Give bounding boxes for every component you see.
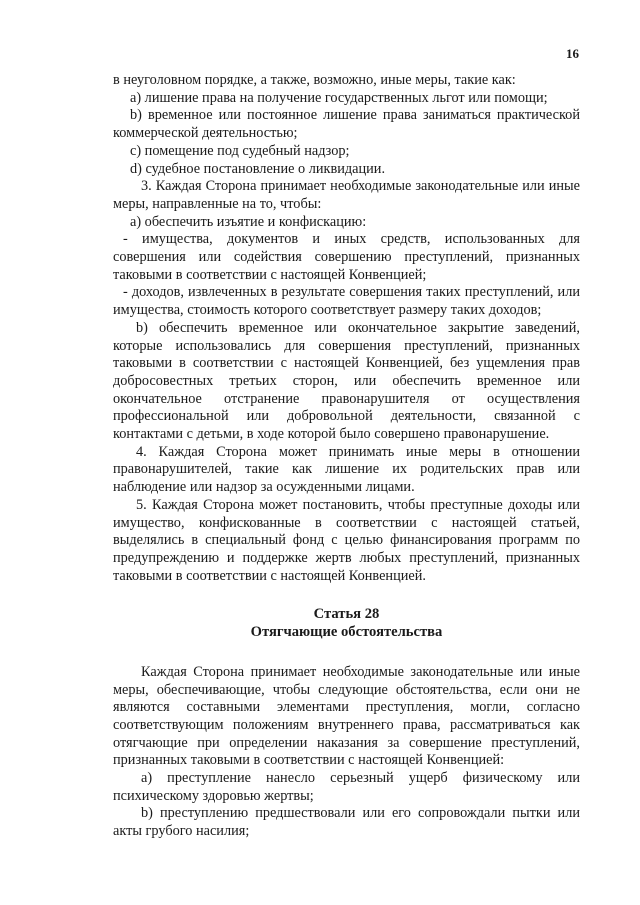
- paragraph: Каждая Сторона принимает необходимые законодательные или иные меры, обеспечивающие, чтобы следующие обстоятельства, если они не являются составными элементами преступления, могли, согласно соответствующим положениям внутреннего права, рассматриваться как отягчающие при определении наказания за совершение преступлений, признанных таковыми в соответствии с настоящей Конвенцией:: [113, 663, 580, 769]
- list-item-c: c) помещение под судебный надзор;: [130, 142, 350, 159]
- list-item-a: a) лишение права на получение государственных льгот или помощи;: [130, 89, 548, 106]
- page-number: 16: [566, 46, 579, 61]
- dash-item: - имущества, документов и иных средств, использованных для совершения или содействия совершению преступлений, признанных таковыми в соответствии с настоящей Конвенцией;: [113, 231, 580, 283]
- paragraph-4: 4. Каждая Сторона может принимать иные меры в отношении правонарушителей, такие как лишение их родительских прав или наблюдение или надзор за осужденными лицами.: [113, 443, 580, 496]
- dash-item: - доходов, извлеченных в результате совершения таких преступлений, или имущества, стоимость которого соответствует размеру таких доходов;: [113, 284, 580, 319]
- list-item-b: b) временное или постоянное лишение права заниматься практической коммерческой деятельностью;: [113, 107, 580, 142]
- document-body: [113, 72, 580, 841]
- list-item-b: b) преступлению предшествовали или его сопровождали пытки или акты грубого насилия;: [113, 805, 580, 840]
- article-title: Отягчающие обстоятельства: [250, 624, 443, 641]
- list-item-a: a) преступление нанесло серьезный ущерб физическому или психическому здоровью жертвы;: [113, 770, 580, 804]
- list-item-a: a) обеспечить изъятие и конфискацию:: [130, 213, 367, 230]
- list-item-b: b) обеспечить временное или окончательное закрытие заведений, которые использовались для совершения преступлений, признанных таковыми в соответствии с настоящей Конвенцией, без ущемления прав добросовестных третьих сторон, или обеспечить временное или окончательное отстранение правонарушителя от осуществления профессиональной или добровольной деятельности, связанной с контактами с детьми, в ходе которой было совершено правонарушение.: [113, 319, 580, 443]
- list-item-d: d) судебное постановление о ликвидации.: [130, 160, 386, 177]
- article-number: Статья 28: [313, 606, 380, 623]
- paragraph-5: 5. Каждая Сторона может постановить, чтобы преступные доходы или имущество, конфискованные в соответствии с настоящей статьей, выделялись в специальный фонд с целью финансирования программ по предупреждению и поддержке жертв любых преступлений, признанных таковыми в соответствии с настоящей Конвенцией.: [113, 496, 580, 584]
- paragraph-3: 3. Каждая Сторона принимает необходимые законодательные или иные меры, направленные на то, чтобы:: [113, 178, 580, 212]
- paragraph: в неуголовном порядке, а также, возможно, иные меры, такие как:: [113, 72, 516, 88]
